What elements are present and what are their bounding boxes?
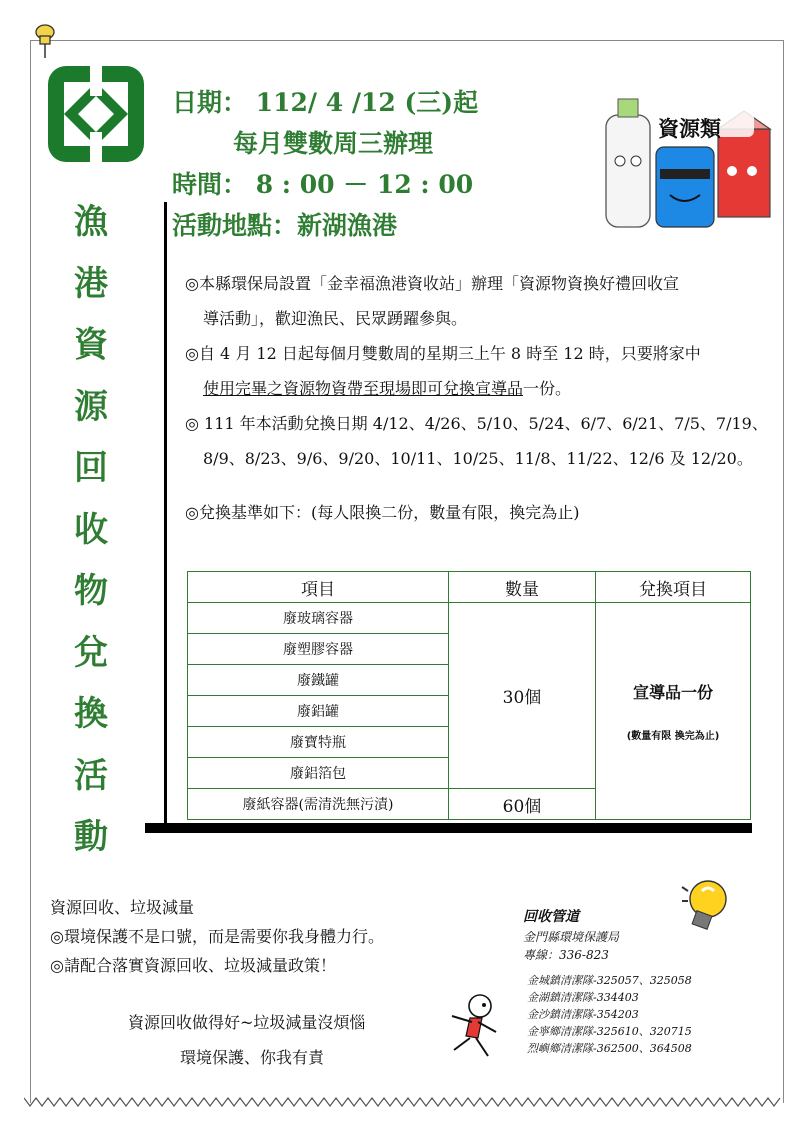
footer-line: ◎請配合落實資源回收、垃圾減量政策！ (50, 956, 336, 975)
column-header: 項目 (188, 572, 449, 603)
table-row (188, 603, 751, 634)
paragraph-line: 8/9、8/23、9/6、9/20、10/11、10/25、11/8、11/22、12/6 及 12/20。 (203, 449, 753, 468)
zigzag-border (24, 1096, 784, 1110)
contact-title: 回收管道 (523, 909, 579, 925)
paragraph-line: 導活動」，歡迎漁民、民眾踴躍參與。 (203, 309, 468, 328)
title-char: 動 (74, 817, 108, 857)
slogan-line: 資源回收做得好~垃圾減量沒煩惱 (128, 1013, 366, 1032)
event-time: 時間： 8 : 00 － 12 : 00 (172, 170, 474, 199)
title-char: 收 (74, 509, 108, 550)
vertical-title (66, 192, 116, 869)
contact-block (523, 908, 619, 964)
paragraph-line: ◎自 4 月 12 日起每個月雙數周的星期三上午 8 時至 12 時，只要將家中 (185, 344, 701, 363)
paragraph-line: ◎本縣環保局設置「金幸福漁港資收站」辦理「資源物資換好禮回收宣 (185, 274, 679, 293)
item-cell: 廢玻璃容器 (188, 603, 449, 634)
event-schedule: 每月雙數周三辦理 (233, 129, 434, 158)
quantity-cell: 30個 (449, 603, 596, 789)
footer-notes (50, 893, 384, 980)
underlined-text: 使用完畢之資源物資帶至現場即可兌換宣導品 (203, 379, 524, 398)
team-entry: 金寧鄉清潔隊-325610、320715 (527, 1025, 692, 1038)
team-entry: 金沙鎮清潔隊-354203 (527, 1008, 639, 1021)
contact-hotline: 專線：336-823 (523, 948, 609, 962)
title-char: 資 (74, 325, 108, 365)
team-entry: 烈嶼鄉清潔隊-362500、364508 (527, 1042, 692, 1055)
vertical-rule (164, 202, 167, 829)
cleaning-teams-list (527, 972, 692, 1057)
paragraph-line (185, 371, 775, 406)
runner-mascot-icon (440, 992, 506, 1062)
footer-line: 資源回收、垃圾減量 (50, 898, 195, 917)
title-char: 換 (74, 694, 108, 734)
column-header: 數量 (449, 572, 596, 603)
item-cell: 廢鋁罐 (188, 696, 449, 727)
paragraph-line: ◎ 111 年本活動兌換日期 4/12、4/26、5/10、5/24、6/7、6/21、7/5、7/19、 (185, 414, 768, 433)
pushpin-icon (32, 22, 58, 62)
footer-line: ◎環境保護不是口號，而是需要你我身體力行。 (50, 927, 384, 946)
reward-text: 宣導品一份 (632, 683, 713, 702)
title-char: 兌 (74, 632, 108, 673)
title-char: 回 (74, 448, 108, 488)
reward-cell (596, 603, 751, 820)
item-cell: 廢寶特瓶 (188, 727, 449, 758)
announcement-body (185, 266, 775, 476)
item-cell: 廢紙容器(需清洗無污漬) (188, 789, 449, 820)
slogan-line: 環境保護、你我有責 (180, 1048, 325, 1067)
event-location: 活動地點：新湖漁港 (172, 211, 398, 240)
paragraph-text: 一份。 (523, 379, 572, 398)
title-char: 活 (74, 755, 108, 796)
table-header-row (188, 572, 751, 603)
quantity-cell: 60個 (449, 789, 596, 820)
horizontal-rule (145, 823, 752, 833)
lightbulb-icon (678, 875, 734, 937)
title-char: 漁 (74, 202, 108, 242)
column-header: 兌換項目 (596, 572, 751, 603)
event-date: 日期： 112/ 4 /12 (三)起 (172, 88, 479, 117)
exchange-table (187, 571, 751, 820)
title-char: 物 (74, 571, 108, 611)
recycle-logo-icon (44, 62, 148, 166)
team-entry: 金城鎮清潔隊-325057、325058 (527, 974, 692, 987)
item-cell: 廢塑膠容器 (188, 634, 449, 665)
contact-agency: 金門縣環境保護局 (523, 930, 620, 944)
recyclables-label: 資源類 (658, 117, 721, 141)
exchange-criteria: ◎兌換基準如下：(每人限換二份，數量有限，換完為止) (185, 503, 580, 522)
title-char: 港 (74, 263, 108, 304)
title-char: 源 (74, 386, 108, 427)
team-entry: 金湖鎮清潔隊-334403 (527, 991, 639, 1004)
item-cell: 廢鐵罐 (188, 665, 449, 696)
item-cell: 廢鋁箔包 (188, 758, 449, 789)
reward-note: (數量有限 換完為止) (626, 731, 720, 742)
